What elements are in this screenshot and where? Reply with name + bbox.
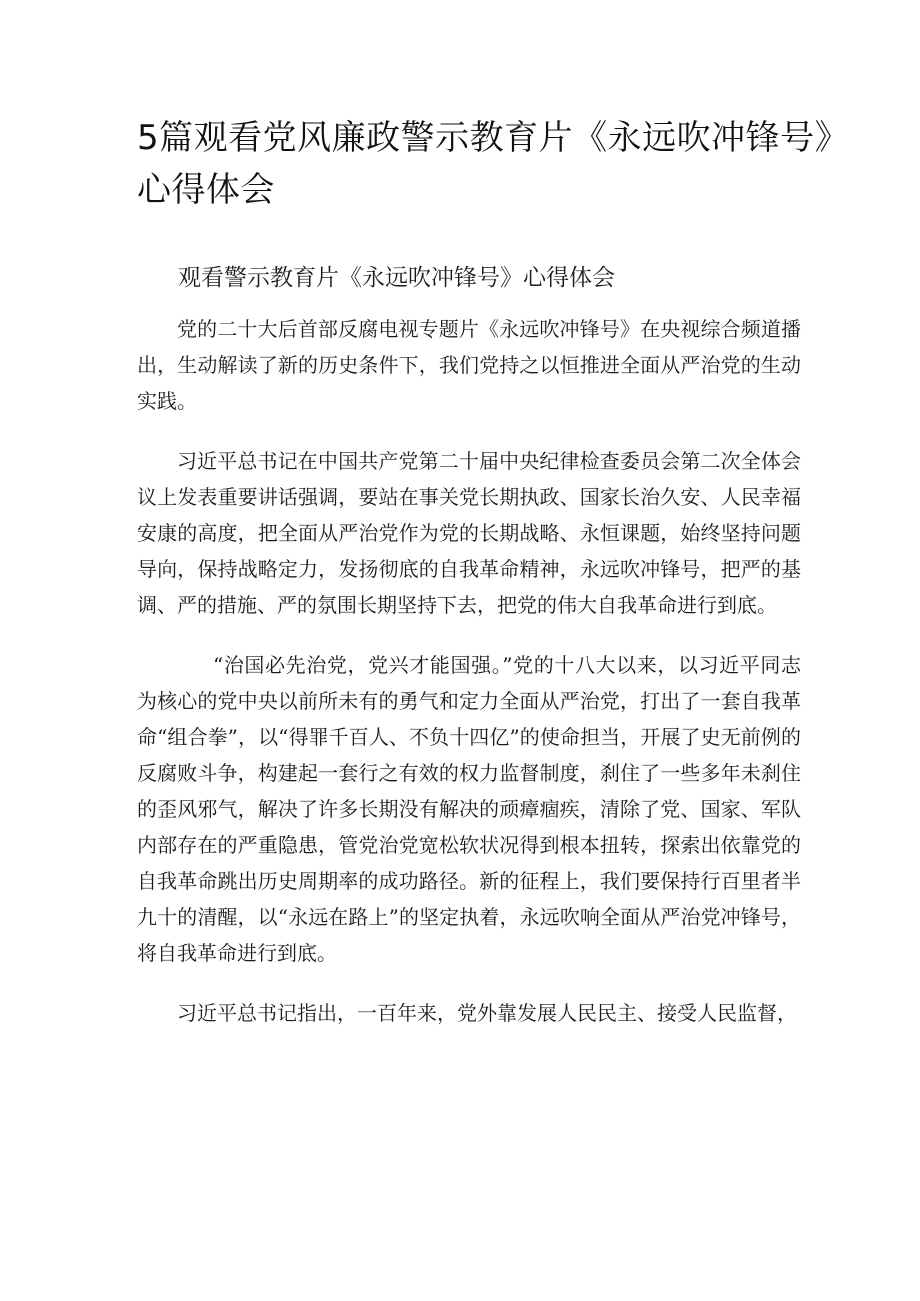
paragraph: “治国必先治党，党兴才能国强。”党的十八大以来，以习近平同志为核心的党中央以前所未有的勇气和定力全面从严治党，打出了一套自我革命“组合拳”，以“得罪千百人、不负十四亿”的使命担当，开展了史无前例的反腐败斗争，构建起一套行之有效的权力监督制度，刹住了一些多年未刹住的歪风邪气，解决了许多长期没有解决的顽瘴痼疾，清除了党、国家、军队内部存在的严重隐患，管党治党宽松软状况得到根本扭转，探索出依靠党的自我革命跳出历史周期率的成功路径。新的征程上，我们要保持行百里者半九十的清醒，以“永远在路上”的坚定执着，永远吹响全面从严治党冲锋号，将自我革命进行到底。 (137, 653, 801, 965)
document-title: 5篇观看党风廉政警示教育片《永远吹冲锋号》心得体会 (137, 118, 833, 210)
document-body (137, 311, 801, 1055)
section-title: 观看警示教育片《永远吹冲锋号》心得体会 (178, 265, 615, 291)
paragraph: 党的二十大后首部反腐电视专题片《永远吹冲锋号》在央视综合频道播出，生动解读了新的历史条件下，我们党持之以恒推进全面从严治党的生动实践。 (137, 317, 801, 413)
paragraph: 习近平总书记在中国共产党第二十届中央纪律检查委员会第二次全体会议上发表重要讲话强调，要站在事关党长期执政、国家长治久安、人民幸福安康的高度，把全面从严治党作为党的长期战略、永恒课题，始终坚持问题导向，保持战略定力，发扬彻底的自我革命精神，永远吹冲锋号，把严的基调、严的措施、严的氛围长期坚持下去，把党的伟大自我革命进行到底。 (137, 449, 801, 617)
paragraph: 习近平总书记指出，一百年来，党外靠发展人民民主、接受人民监督， (177, 1001, 797, 1025)
